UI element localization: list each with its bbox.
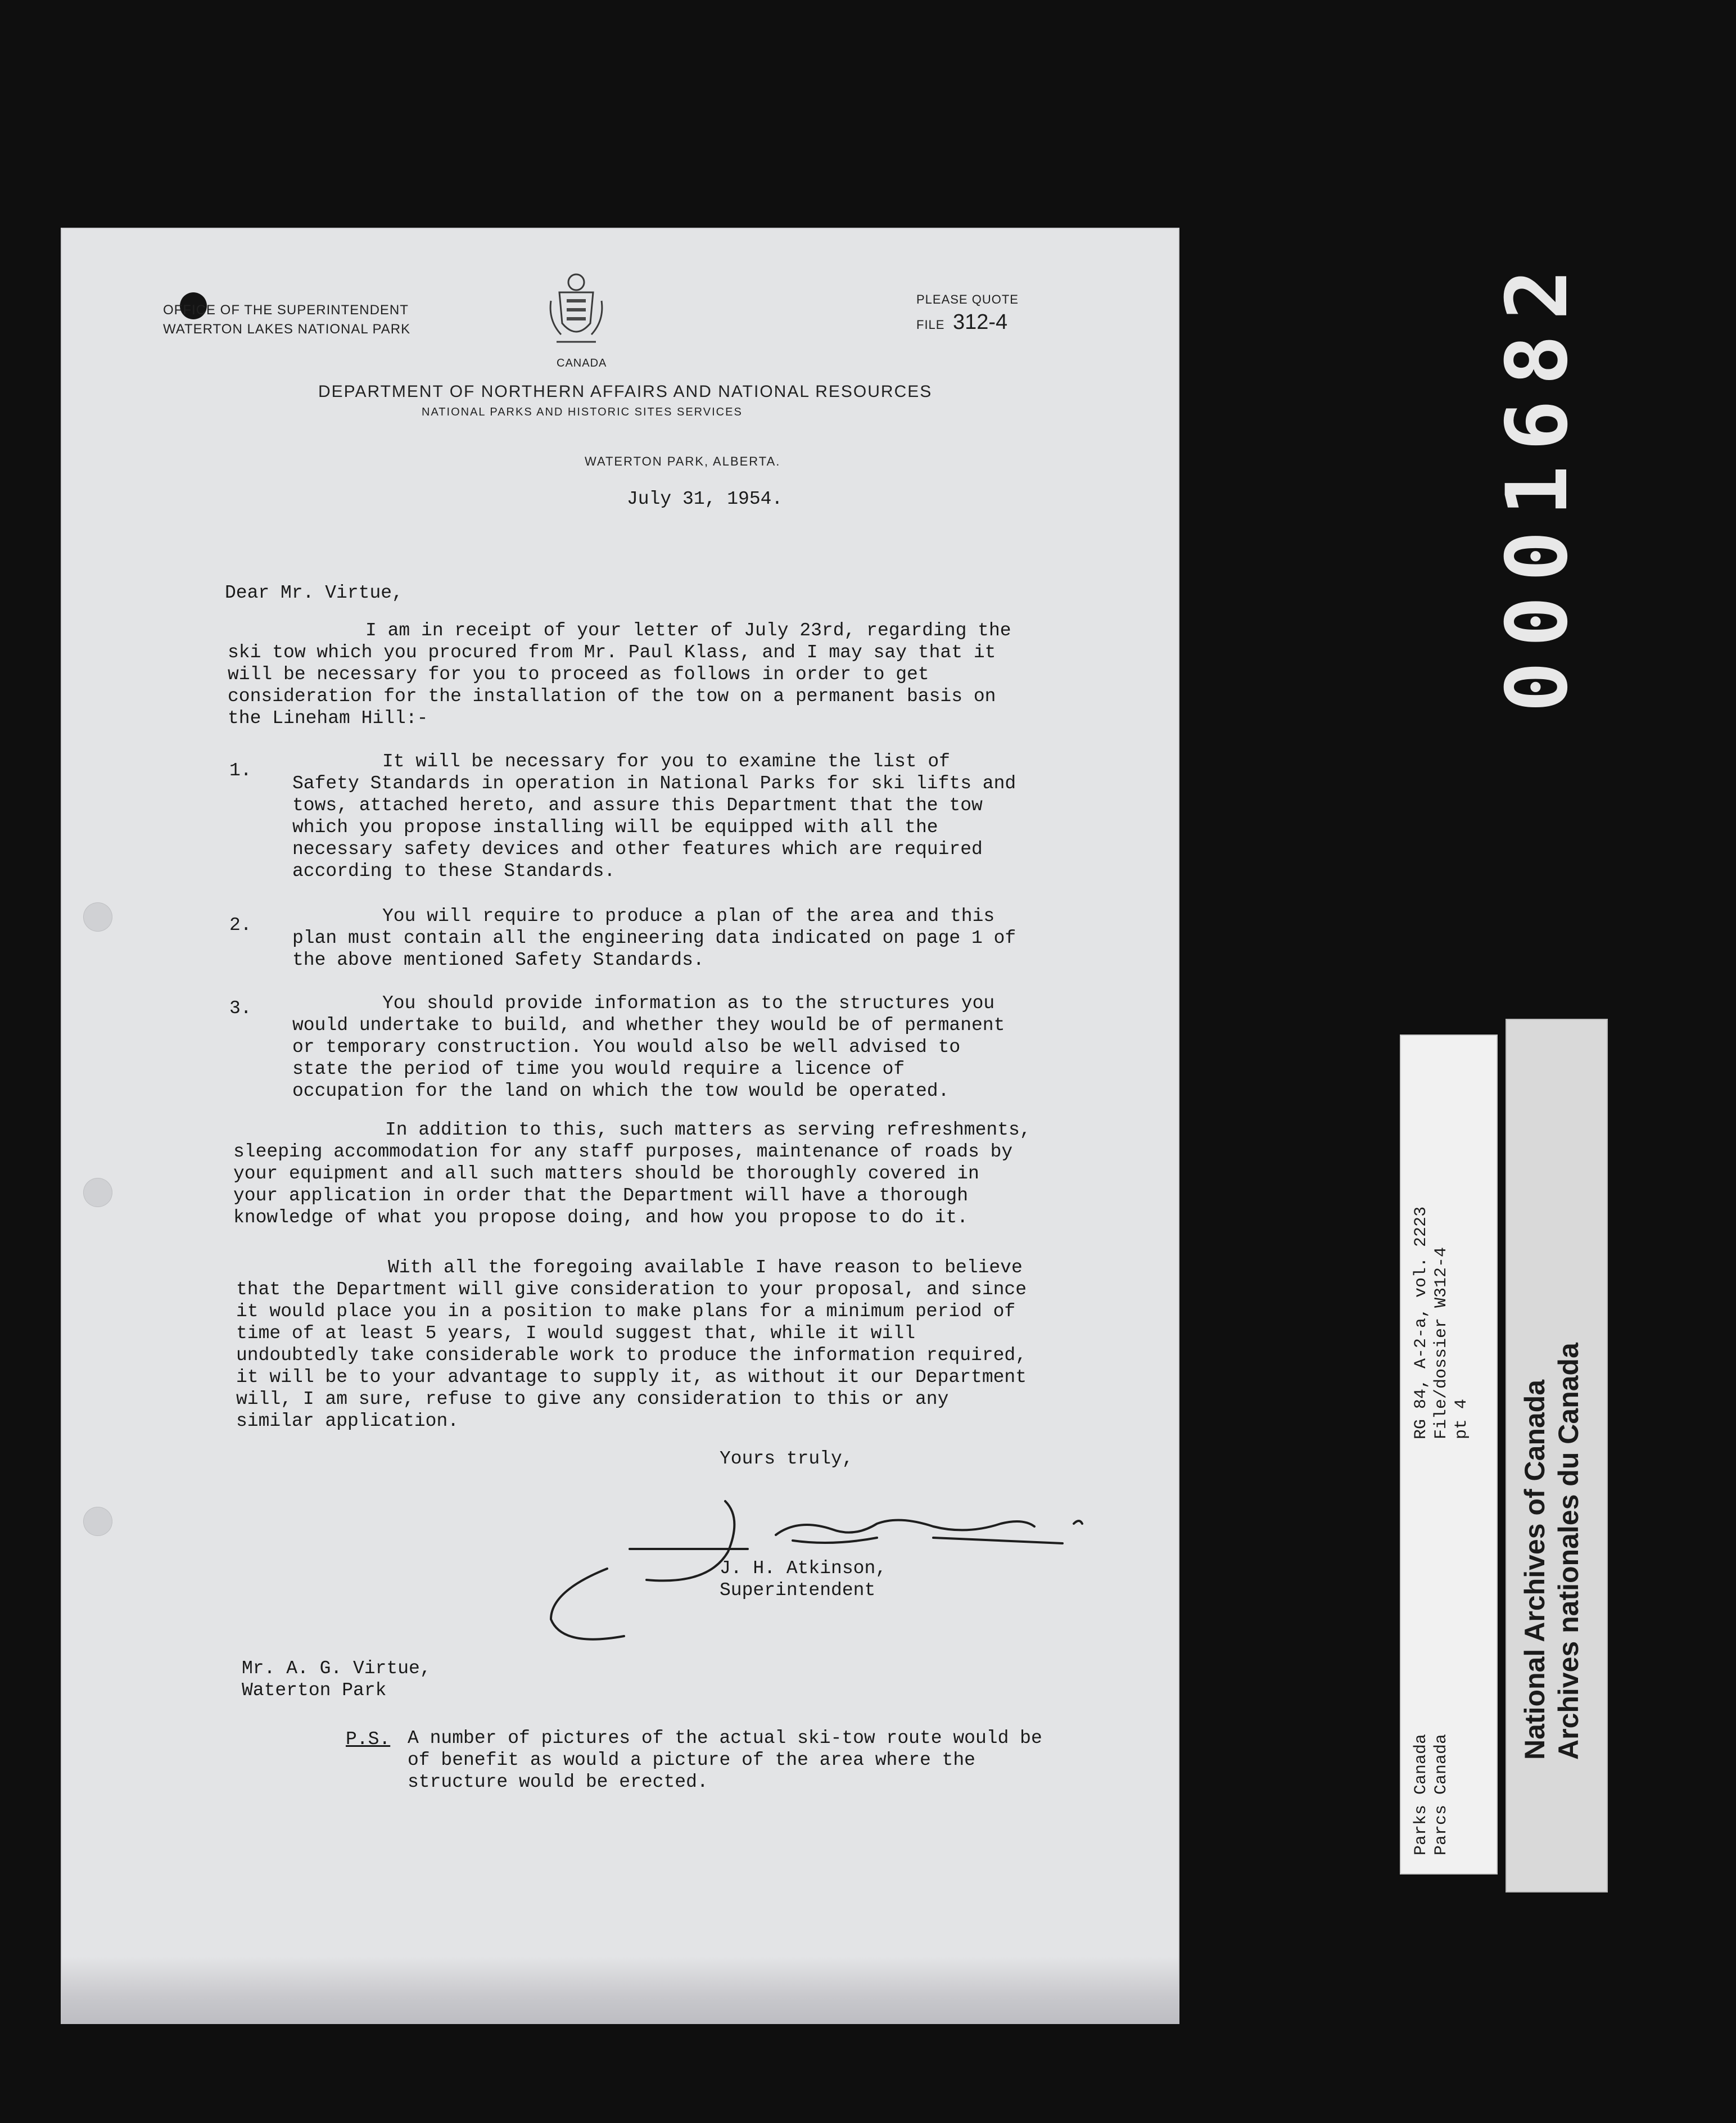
item-number: 1. (229, 760, 252, 781)
ps-text: A number of pictures of the actual ski-tow route would be of benefit as would a picture of the area where the structure would be erected. (408, 1728, 1042, 1792)
punch-hole (83, 1178, 112, 1207)
signer-block: J. H. Atkinson, Superintendent (720, 1558, 887, 1601)
file-label: FILE (916, 318, 945, 332)
coat-of-arms-icon (545, 270, 607, 349)
punch-hole (83, 902, 112, 932)
item-number: 2. (229, 915, 252, 936)
paragraph-additional: In addition to this, such matters as serving refreshments, sleeping accommodation for any staff purposes, maintenance of roads by your equipment and all such matters should be thoroughly covered in your application in order that the Department will have a thorough knowledge of what you propose doing, and how you propose to do it. (233, 1119, 1031, 1228)
item-number: 3. (229, 998, 252, 1019)
paragraph-intro: I am in receipt of your letter of July 23rd, regarding the ski tow which you procured from Mr. Paul Klass, and I may say that it will be necessary for you to proceed as follows in order to get consideration for the installation of the tow on a permanent basis on the Lineham Hill:- (228, 620, 1011, 729)
addressee-block: Mr. A. G. Virtue, Waterton Park (242, 1658, 431, 1701)
please-quote-label: PLEASE QUOTE (916, 292, 1019, 306)
closing: Yours truly, (720, 1448, 853, 1469)
item-text: You should provide information as to the structures you would undertake to build, and whether they would be of permanent or temporary construction. You would also be well advised to state the period of time you would require a licence of occupation for the land on which the tow would be operated. (292, 993, 1005, 1101)
torn-edge (61, 1957, 1179, 2024)
archives-text: National Archives of Canada Archives nationales du Canada (1519, 1343, 1584, 1760)
item-text: You will require to produce a plan of the area and this plan must contain all the engineering data indicated on page 1 of the above mentioned Safety Standards. (292, 906, 1016, 970)
film-frame-number: 0001682 (1489, 254, 1586, 713)
place-line: WATERTON PARK, ALBERTA. (585, 454, 781, 468)
department-heading: DEPARTMENT OF NORTHERN AFFAIRS AND NATIONAL RESOURCES (318, 382, 933, 401)
crest-label: CANADA (557, 357, 607, 369)
agency-text: Parks Canada Parcs Canada (1412, 1733, 1451, 1855)
ps-label: P.S. (346, 1729, 391, 1750)
file-number: 312-4 (953, 310, 1008, 334)
archive-reference-text: RG 84, A-2-a, vol. 2223 File/dossier W312-4 pt 4 (1412, 1206, 1471, 1439)
paragraph-conclusion: With all the foregoing available I have reason to believe that the Department will give consideration to your proposal, and since it would place you in a position to make plans for a minimum period of time of at least 5 years, I would suggest that, while it will undoubtedly take considerable work to produce the information required, it will be to your advantage to supply it, as without it our Department will, I am sure, refuse to give any consideration to this or any similar application. (236, 1257, 1027, 1431)
office-heading: OFFICE OF THE SUPERINTENDENT WATERTON LAKES NATIONAL PARK (163, 302, 411, 337)
letter-date: July 31, 1954. (627, 489, 783, 509)
salutation: Dear Mr. Virtue, (225, 582, 403, 603)
service-heading: NATIONAL PARKS AND HISTORIC SITES SERVICES (422, 406, 743, 418)
item-text: It will be necessary for you to examine the list of Safety Standards in operation in National Parks for ski lifts and tows, attached hereto, and assure this Department that the tow which you propose installing will be equipped with all the necessary safety devices and other features which are required according to these Standards. (292, 751, 1016, 882)
punch-hole (83, 1507, 112, 1536)
